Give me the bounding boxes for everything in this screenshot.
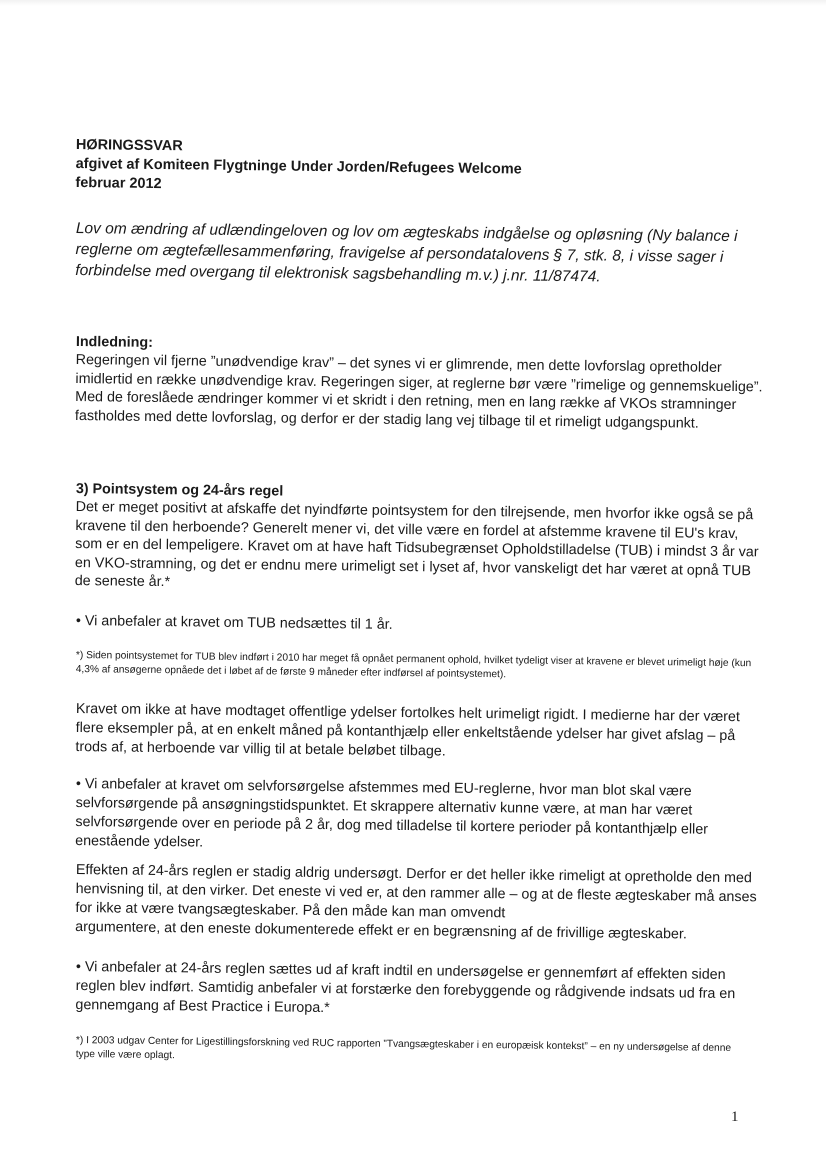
recommendation-24-ars-regel: • Vi anbefaler at 24-års reglen sættes ud af kraft indtil en undersøgelse er gennemført af effekten siden reglen blev indført. Samtidig anbefaler vi at forstærke den forebyggende og rådgivende indsats ud fra en gennemgang af Best Practice i Europa.* (75, 958, 736, 1017)
document-header (75, 136, 676, 200)
header-title: HØRINGSSVAR (75, 136, 183, 155)
section-3-heading: 3) Pointsystem og 24-års regel (75, 480, 284, 500)
header-date: februar 2012 (75, 174, 162, 193)
footnote-ruc: *) I 2003 udgav Center for Ligestillingsforskning ved RUC rapporten ”Tvangsægteskaber i en europæisk kontekst” – en ny undersøgelse af denne type ville være oplagt. (75, 1034, 732, 1062)
paragraph-ydelser: Kravet om ikke at have modtaget offentlige ydelser fortolkes helt urimeligt rigidt. I medierne har der været flere eksempler på, at en enkelt måned på kontanthjælp eller enkeltstående ydelser har givet afslag – på trods af, at herboende var villig til at betale beløbet tilbage. (75, 700, 741, 760)
recommendation-selvforsorgelse: • Vi anbefaler at kravet om selvforsørgelse afstemmes med EU-reglerne, hvor man blot skal være selvforsørgende på ansøgningstidspunktet. Et skrappere alternativ kunne være, at man har været selvforsørgende over en periode på 2 år, dog med tilladelse til kortere perioder på kontanthjælp eller enestående ydelser. (75, 775, 709, 851)
law-title: Lov om ændring af udlændingeloven og lov om ægteskabs indgåelse og opløsning (Ny balance i reglerne om ægtefællesammenføring, fravigelse af persondatalovens § 7, stk. 8, i visse sager i forbindelse med overgang til elektronisk sagsbehandling m.v.) j.nr. 11/87474. (75, 219, 738, 286)
section-3 (75, 480, 766, 599)
paragraph-24-ars-regel-b: argumentere, at den eneste dokumenterede effekt er en begrænsning af de frivillige ægteskaber. (75, 918, 687, 943)
intro-section (75, 333, 766, 433)
section-3-text: Det er meget positivt at afskaffe det nyindførte pointsystem for den tilrejsende, men hvorfor ikke også se på kravene til den herboende? Generelt mener vi, det ville være en fordel at afstemme kravene til EU's krav, som er en del lempeligere. Kravet om at have haft Tidsubegrænset Opholdstilladelse (TUB) i mindst 3 år var en VKO-stramning, og det er endnu mere urimeligt set i lyset af, hvor vanskeligt det har været at opnå TUB de seneste år.* (74, 499, 759, 591)
scan-edge (0, 0, 826, 6)
page-number: 1 (731, 1109, 739, 1125)
paragraph-24-ars-regel (75, 861, 766, 945)
header-author: afgivet af Komiteen Flygtninge Under Jorden/Refugees Welcome (75, 155, 522, 178)
intro-text: Regeringen vil fjerne ”unødvendige krav” – det synes vi er glimrende, men dette lovforslag opretholder imidlertid en række unødvendige krav. Regeringen siger, at reglerne bør være ”rimelige og gennemskuelige”. Med de foreslåede ændringer kommer vi et skridt i den retning, men en lang række af VKOs stramninger fastholdes med dette lovforslag, og derfor er der stadig lang vej tilbage til et rimeligt udgangspunkt. (74, 352, 763, 432)
footnote-pointsystem: *) Siden pointsystemet for TUB blev indført i 2010 har meget få opnået permanent ophold, hvilket tydeligt viser at kravene er blevet urimeligt høje (kun 4,3% af ansøgerne opnåede det i løbet af de første 9 måneder efter indførsel af pointsystemet). (75, 649, 752, 681)
recommendation-tub: • Vi anbefaler at kravet om TUB nedsættes til 1 år. (75, 612, 393, 633)
intro-heading: Indledning: (75, 333, 154, 351)
paragraph-24-ars-regel-a: Effekten af 24-års reglen er stadig aldrig undersøgt. Derfor er det heller ikke rimeligt at opretholde den med henvisning til, at den virker. Det eneste vi ved er, at den rammer alle – og at de fleste ægteskaber må anses for ikke at være tvangsægteskaber. På den måde kan man omvendt (75, 861, 757, 922)
